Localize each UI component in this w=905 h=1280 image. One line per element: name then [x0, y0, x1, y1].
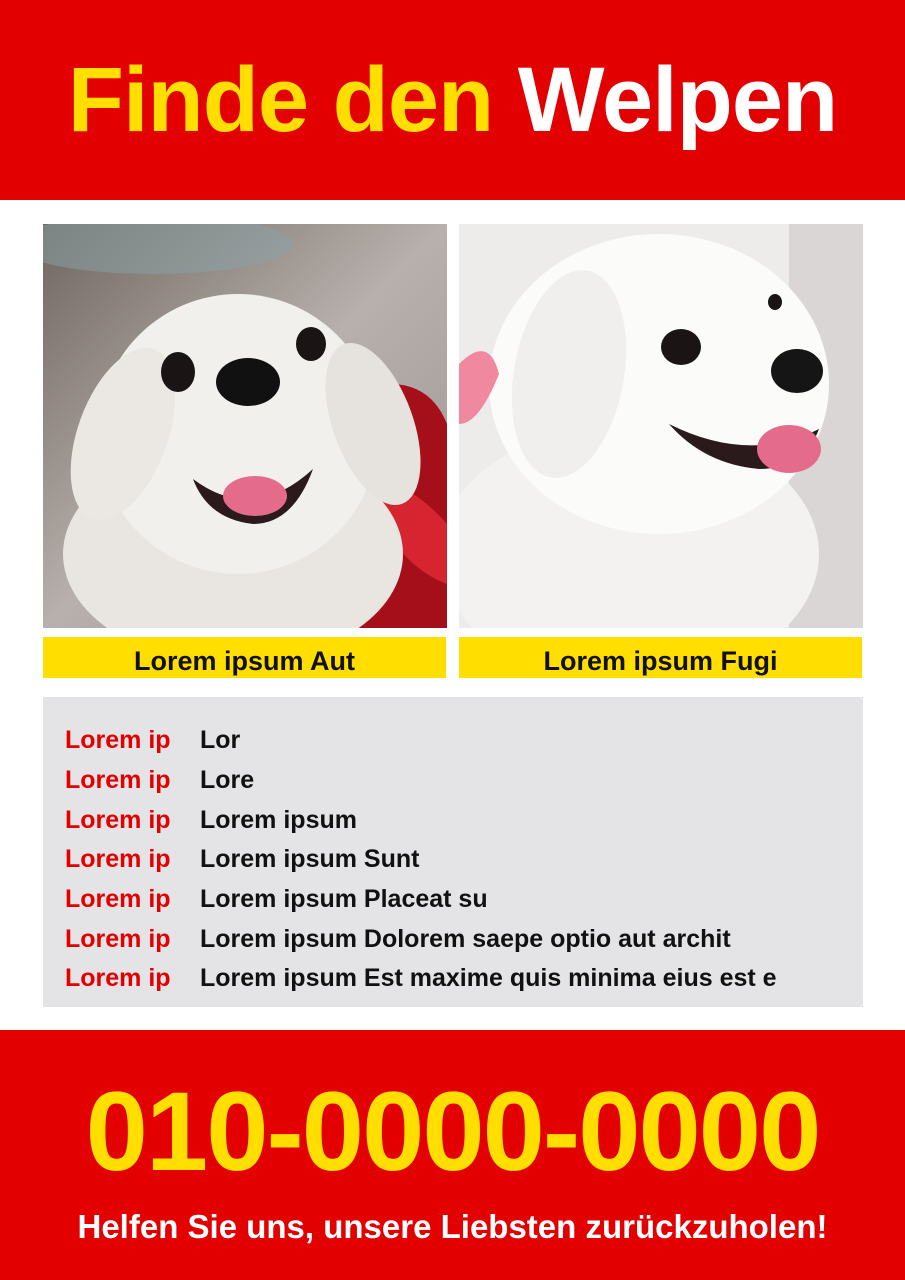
details-panel [43, 697, 863, 1007]
detail-row [65, 959, 863, 999]
detail-value: Lorem ipsum Dolorem saepe optio aut archit [200, 924, 731, 953]
detail-value: Lorem ipsum Est maxime quis minima eius est e [200, 964, 777, 993]
title-part-2: Welpen [517, 49, 838, 151]
detail-value: Lorem ipsum [200, 805, 357, 834]
detail-label: Lorem ip [65, 964, 171, 993]
poster-title [67, 49, 838, 151]
detail-label: Lorem ip [65, 805, 171, 834]
puppy-front-image [43, 224, 447, 628]
detail-row [65, 761, 863, 801]
detail-label: Lorem ip [65, 924, 171, 953]
poster-header [0, 0, 905, 200]
detail-row [65, 880, 863, 920]
detail-value: Lor [200, 726, 241, 755]
phone-number: 010-0000-0000 [85, 1069, 820, 1194]
puppy-photo-left [43, 224, 447, 628]
detail-row [65, 721, 863, 761]
detail-row [65, 800, 863, 840]
contact-footer [0, 1030, 905, 1280]
detail-label: Lorem ip [65, 766, 171, 795]
footer-slogan: Helfen Sie uns, unsere Liebsten zurückzuholen! [77, 1208, 828, 1245]
puppy-photo-right [459, 224, 863, 628]
detail-value: Lorem ipsum Sunt [200, 845, 420, 874]
detail-value: Lorem ipsum Placeat su [200, 885, 488, 914]
detail-label: Lorem ip [65, 845, 171, 874]
photo-caption-left: Lorem ipsum Aut [43, 637, 446, 678]
photo-caption-right: Lorem ipsum Fugi [459, 637, 862, 678]
detail-label: Lorem ip [65, 885, 171, 914]
title-part-1: Finde den [67, 49, 494, 151]
detail-value: Lore [200, 766, 255, 795]
puppy-side-image [459, 224, 863, 628]
detail-row [65, 919, 863, 959]
detail-label: Lorem ip [65, 726, 171, 755]
detail-row [65, 840, 863, 880]
